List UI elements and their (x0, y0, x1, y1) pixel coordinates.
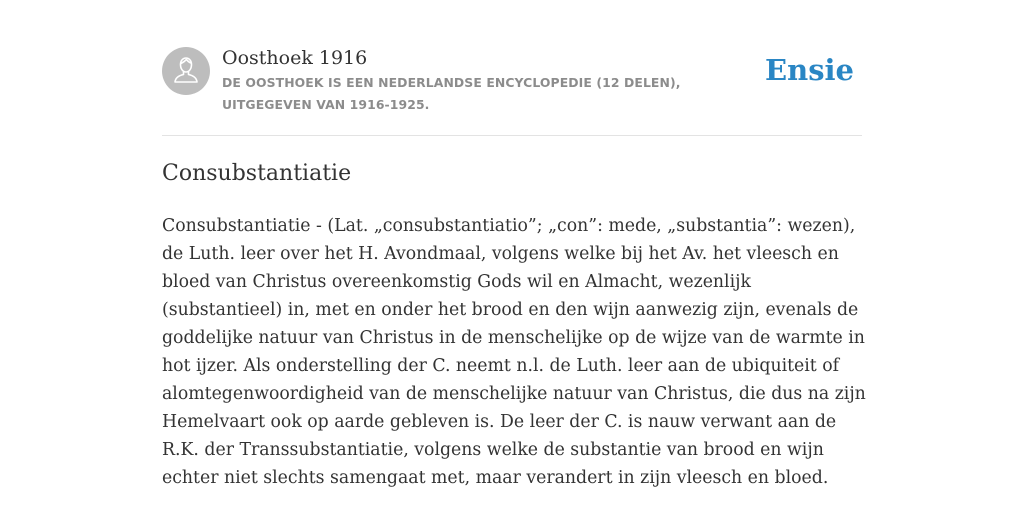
source-avatar[interactable] (162, 47, 210, 95)
source-description: DE OOSTHOEK IS EEN NEDERLANDSE ENCYCLOPEDIE (12 DELEN), UITGEGEVEN VAN 1916-1925. (222, 75, 681, 112)
source-header (162, 44, 862, 136)
divider (162, 135, 862, 136)
user-silhouette-icon (162, 47, 210, 95)
brand-logo[interactable]: Ensie (765, 53, 854, 87)
source-title[interactable]: Oosthoek 1916 (222, 47, 368, 69)
article-title: Consubstantiatie (162, 161, 352, 186)
article-body: Consubstantiatie - (Lat. „consubstantiatio”; „con”: mede, „substantia”: wezen), de Luth. leer over het H. Avondmaal, volgens welke bij het Av. het vleesch en bloed van Christus overeenkomstig Gods wil en Almacht, wezenlijk (substantieel) in, met en onder het brood en den wijn aanwezig zijn, evenals de goddelijke natuur van Christus in de menschelijke op de wijze van de warmte in hot ijzer. Als onderstelling der C. neemt n.l. de Luth. leer aan de ubiquiteit of alomtegenwoordigheid van de menschelijke natuur van Christus, die dus na zijn Hemelvaart ook op aarde gebleven is. De leer der C. is nauw verwant aan de R.K. der Transsubstantiatie, volgens welke de substantie van brood en wijn echter niet slechts samengaat met, maar verandert in zijn vleesch en bloed. (162, 216, 866, 488)
